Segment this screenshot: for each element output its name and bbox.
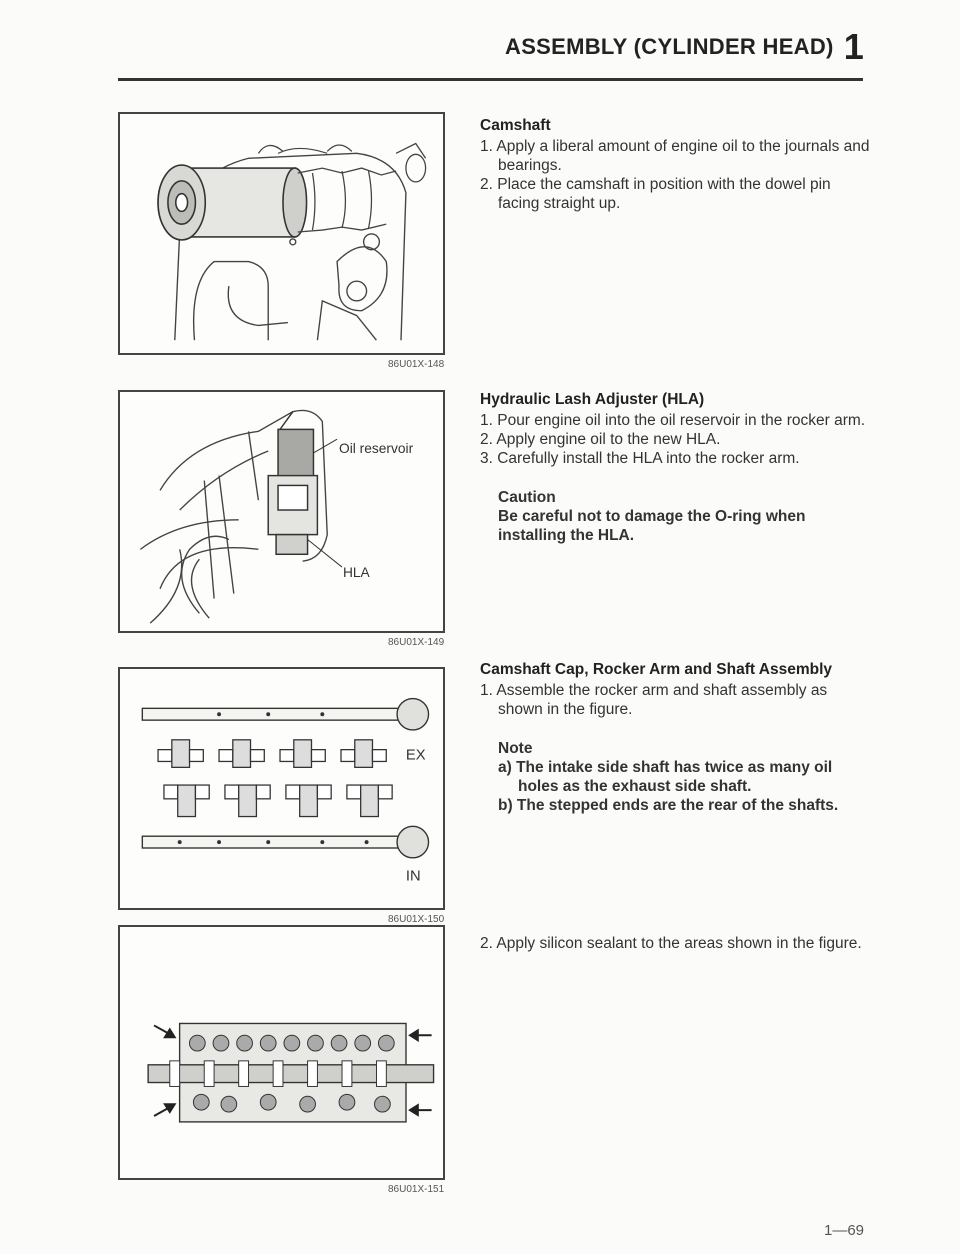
section-title: Hydraulic Lash Adjuster (HLA) [480,391,705,408]
note-block [480,739,870,815]
step-list [480,681,870,719]
figure-sealant [118,925,445,1180]
page-number: 1—69 [824,1222,865,1239]
step-item: 2. Apply engine oil to the new HLA. [480,431,721,448]
step-list [480,934,870,953]
figure-camshaft [118,112,445,355]
step-item: 1. Pour engine oil into the oil reservoir in the rocker arm. [480,412,866,429]
step-item: 1. Apply a liberal amount of engine oil to the journals and bearings. [480,138,870,174]
caution-block [480,488,870,545]
section-camshaft [480,116,870,213]
note-item: a) The intake side shaft has twice as many oil holes as the exhaust side shaft. [498,759,833,795]
caution-text: Be careful not to damage the O-ring when installing the HLA. [498,508,806,544]
step-item: 2. Place the camshaft in position with the dowel pin facing straight up. [480,176,831,212]
header-title: ASSEMBLY (CYLINDER HEAD) [505,34,834,59]
rocker-assembly-illustration [120,669,443,908]
section-hla [480,390,870,545]
ex-label: EX [405,747,426,764]
step-list [480,411,870,468]
figure-hla [118,390,445,633]
step-item: 3. Carefully install the HLA into the rocker arm. [480,450,800,467]
section-rocker-assembly [480,660,870,815]
section-title: Camshaft Cap, Rocker Arm and Shaft Assembly [480,661,833,678]
page-header [505,22,865,72]
note-title: Note [498,740,533,757]
hla-label: HLA [342,564,370,580]
figure-code: 86U01X-149 [388,637,445,648]
figure-code: 86U01X-150 [388,914,445,925]
header-rule [118,78,863,81]
step-list [480,137,870,213]
section-title: Camshaft [480,117,551,134]
section-sealant [480,934,870,953]
figure-code: 86U01X-148 [388,359,445,370]
caution-title: Caution [498,489,556,506]
note-item: b) The stepped ends are the rear of the shafts. [498,797,839,814]
hla-illustration [120,392,443,631]
in-label: IN [405,868,421,885]
oil-reservoir-label: Oil reservoir [339,440,414,456]
step-item: 2. Apply silicon sealant to the areas shown in the figure. [480,935,862,952]
camshaft-illustration [120,114,443,353]
chapter-number: 1 [843,26,864,67]
figure-code: 86U01X-151 [388,1184,445,1195]
step-item: 1. Assemble the rocker arm and shaft assembly as shown in the figure. [480,682,828,718]
sealant-illustration [120,927,443,1178]
figure-rocker-assembly [118,667,445,910]
